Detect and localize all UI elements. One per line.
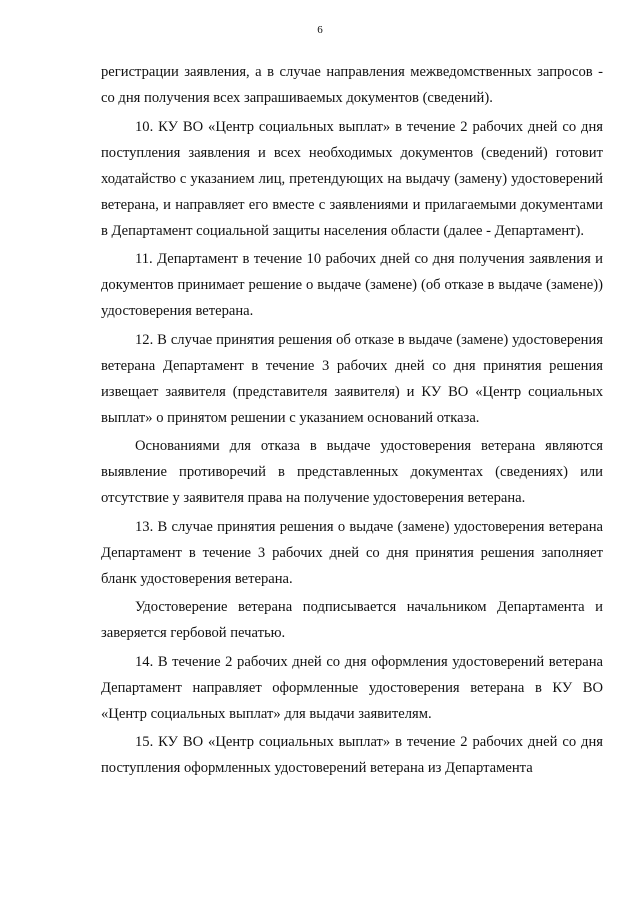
document-body [101,59,603,784]
page-number: 6 [317,24,323,36]
paragraph-item-11: 11. Департамент в течение 10 рабочих дней со дня получения заявления и документов принимает решение о выдаче (замене) (об отказе в выдаче (замене)) удостоверения ветерана. [101,251,603,319]
paragraph-continuation: регистрации заявления, а в случае направления межведомственных запросов - со дня получения всех запрашиваемых документов (сведений). [101,64,603,106]
paragraph-refusal-grounds: Основаниями для отказа в выдаче удостоверения ветерана являются выявление противоречий в представленных документах (сведениях) или отсутствие у заявителя права на получение удостоверения ветерана. [101,438,603,506]
paragraph-item-15: 15. КУ ВО «Центр социальных выплат» в течение 2 рабочих дней со дня поступления оформленных удостоверений ветерана из Департамента [101,734,603,776]
paragraph-signature-note: Удостоверение ветерана подписывается начальником Департамента и заверяется гербовой печатью. [101,599,603,641]
paragraph-item-13: 13. В случае принятия решения о выдаче (замене) удостоверения ветерана Департамент в течение 3 рабочих дней со дня принятия решения заполняет бланк удостоверения ветерана. [101,518,603,587]
paragraph-item-10: 10. КУ ВО «Центр социальных выплат» в течение 2 рабочих дней со дня поступления заявления и всех необходимых документов (сведений) готовит ходатайство с указанием лиц, претендующих на выдачу (замену) удостоверений ветерана, и направляет его вместе с заявлениями и прилагаемыми документами в Департамент социальной защиты населения области (далее - Департамент). [101,118,603,239]
paragraph-item-14: 14. В течение 2 рабочих дней со дня оформления удостоверений ветерана Департамент направляет оформленные удостоверения ветерана в КУ ВО «Центр социальных выплат» для выдачи заявителям. [101,653,603,722]
paragraph-item-12: 12. В случае принятия решения об отказе в выдаче (замене) удостоверения ветерана Департамент в течение 3 рабочих дней со дня принятия решения извещает заявителя (представителя заявителя) и КУ ВО «Центр социальных выплат» о принятом решении с указанием оснований отказа. [101,331,603,426]
